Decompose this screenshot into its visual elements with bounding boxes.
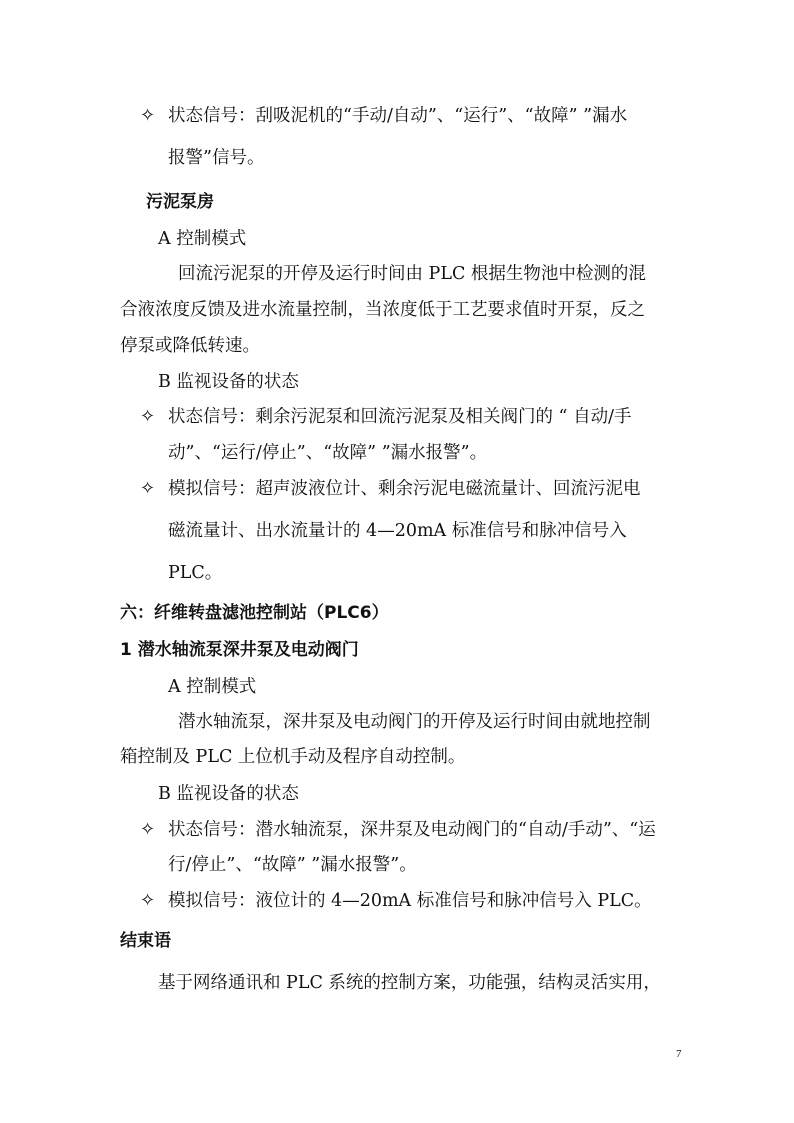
section-heading: 结束语: [120, 931, 171, 951]
text-line: B 监视设备的状态: [158, 784, 299, 804]
text-line: 报警”信号。: [168, 148, 265, 168]
text-line: 行/停止”、“故障” ”漏水报警”。: [168, 855, 417, 875]
text-line: 合液浓度反馈及进水流量控制，当浓度低于工艺要求值时开泵，反之: [120, 300, 645, 320]
text-line: 动”、“运行/停止”、“故障” ”漏水报警”。: [168, 443, 488, 463]
text-line: 模拟信号：超声波液位计、剩余污泥电磁流量计、回流污泥电: [168, 479, 641, 499]
text-line: 箱控制及 PLC 上位机手动及程序自动控制。: [120, 747, 466, 767]
bullet-icon: ✧: [140, 105, 156, 126]
bullet-icon: ✧: [140, 406, 156, 427]
section-heading: 1 潜水轴流泵深井泵及电动阀门: [120, 640, 359, 660]
section-heading: 六：纤维转盘滤池控制站（PLC6）: [120, 603, 389, 623]
text-line: 停泵或降低转速。: [120, 336, 260, 356]
text-line: 状态信号：潜水轴流泵，深井泵及电动阀门的“自动/手动”、“运: [168, 820, 656, 840]
text-line: 回流污泥泵的开停及运行时间由 PLC 根据生物池中检测的混: [178, 264, 646, 284]
text-line: 潜水轴流泵，深井泵及电动阀门的开停及运行时间由就地控制: [178, 712, 651, 732]
bullet-icon: ✧: [140, 478, 156, 499]
text-line: 基于网络通讯和 PLC 系统的控制方案，功能强，结构灵活实用，: [158, 973, 661, 993]
text-line: A 控制模式: [168, 677, 257, 697]
bullet-icon: ✧: [140, 819, 156, 840]
page-number: 7: [676, 1048, 682, 1060]
text-line: B 监视设备的状态: [158, 372, 299, 392]
text-line: 状态信号：剩余污泥泵和回流污泥泵及相关阀门的 “ 自动/手: [168, 407, 632, 427]
text-line: PLC。: [168, 563, 223, 583]
text-line: 磁流量计、出水流量计的 4—20mA 标准信号和脉冲信号入: [168, 521, 627, 541]
section-heading: 污泥泵房: [146, 192, 214, 212]
bullet-icon: ✧: [140, 890, 156, 911]
text-line: 状态信号：刮吸泥机的“手动/自动”、“运行”、“故障” ”漏水: [168, 106, 628, 126]
text-line: 模拟信号：液位计的 4—20mA 标准信号和脉冲信号入 PLC。: [168, 891, 652, 911]
text-line: A 控制模式: [158, 229, 247, 249]
